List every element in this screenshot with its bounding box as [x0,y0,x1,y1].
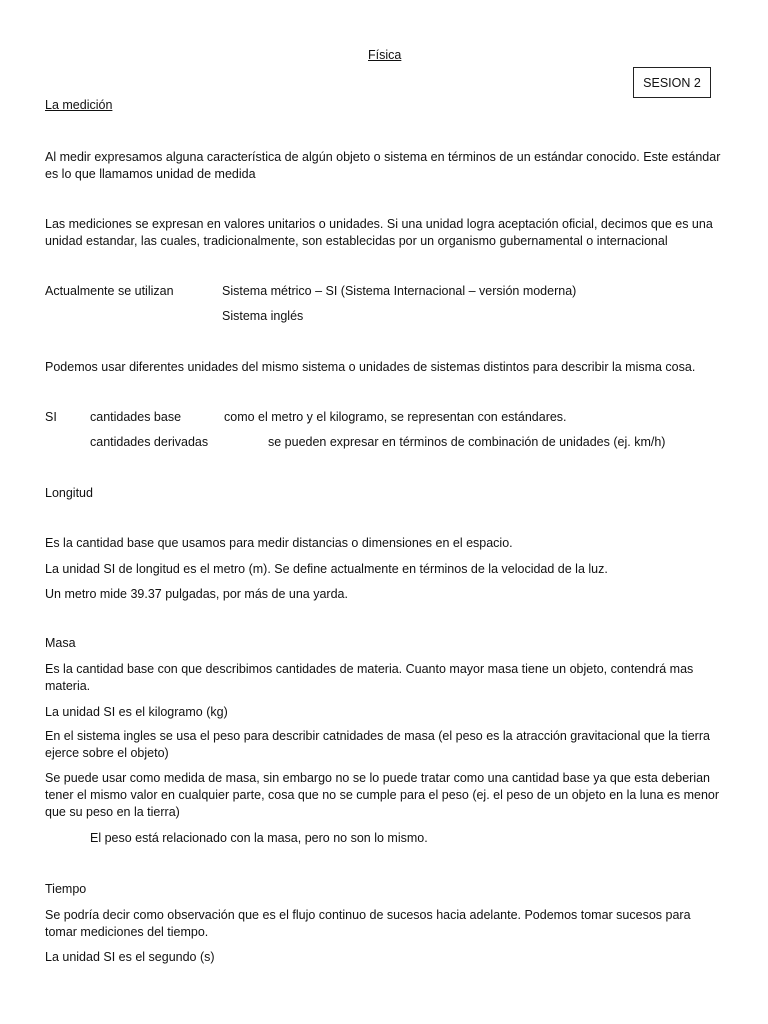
paragraph-longitud-1: Es la cantidad base que usamos para medir distancias o dimensiones en el espacio. [45,536,513,550]
paragraph-medicion-1: Al medir expresamos alguna característica de algún objeto o sistema en términos de un estándar conocido. Este estándar es lo que llamamos unidad de medida [45,150,721,181]
session-box [633,67,711,98]
paragraph-longitud-2: La unidad SI de longitud es el metro (m). Se define actualmente en términos de la velocidad de la luz. [45,562,608,576]
paragraph-tiempo-2: La unidad SI es el segundo (s) [45,950,215,964]
sistema-metrico: Sistema métrico – SI (Sistema Internacional – versión moderna) [222,284,577,298]
heading-masa: Masa [45,636,76,650]
paragraph-tiempo-1: Se podría decir como observación que es el flujo continuo de sucesos hacia adelante. Podemos tomar sucesos para tomar mediciones del tiempo. [45,908,691,939]
paragraph-masa-1: Es la cantidad base con que describimos cantidades de materia. Cuanto mayor masa tiene un objeto, contendrá mas materia. [45,662,694,693]
heading-longitud: Longitud [45,486,93,500]
paragraph-masa-2: La unidad SI es el kilogramo (kg) [45,705,228,719]
sistema-ingles: Sistema inglés [222,309,304,323]
si-label: SI [45,410,57,424]
paragraph-masa-4: Se puede usar como medida de masa, sin embargo no se lo puede tratar como una cantidad base ya que esta deberian tener el mismo valor en cualquier parte, cosa que no se cumple para el peso (ej. el peso de un objeto en la luna es menor que su peso en la tierra) [45,771,720,819]
heading-tiempo: Tiempo [45,882,87,896]
paragraph-longitud-3: Un metro mide 39.37 pulgadas, por más de una yarda. [45,587,348,601]
base-desc: como el metro y el kilogramo, se representan con estándares. [224,410,567,424]
derivadas-desc: se pueden expresar en términos de combinación de unidades (ej. km/h) [268,435,666,449]
session-label: SESION 2 [643,75,701,90]
derivadas-label: cantidades derivadas [90,435,209,449]
paragraph-masa-5: El peso está relacionado con la masa, pero no son lo mismo. [90,831,428,845]
paragraph-medicion-2: Las mediciones se expresan en valores unitarios o unidades. Si una unidad logra aceptación oficial, decimos que es una unidad estandar, las cuales, tradicionalmente, son establecidas por un organismo gubernamental o internacional [45,217,713,248]
paragraph-medicion-3: Podemos usar diferentes unidades del mismo sistema o unidades de sistemas distintos para describir la misma cosa. [45,360,696,374]
heading-la-medicion: La medición [45,98,113,112]
actual-label: Actualmente se utilizan [45,284,174,298]
base-label: cantidades base [90,410,182,424]
paragraph-masa-3: En el sistema ingles se usa el peso para describir catnidades de masa (el peso es la atracción gravitacional que la tierra ejerce sobre el objeto) [45,729,710,760]
page-title: Física [368,48,402,62]
